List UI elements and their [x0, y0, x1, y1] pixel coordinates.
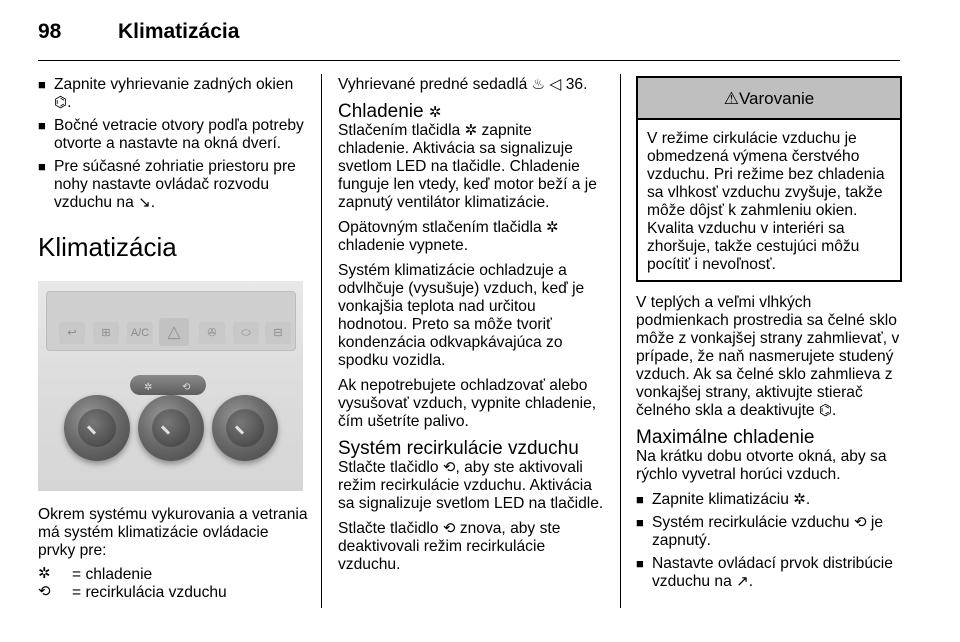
ac-recirc-buttons: [130, 375, 206, 395]
paragraph: Ak nepotrebujete ochladzovať alebo vysušovať vzduch, vypnite chladenie, čím ušetríte palivo.: [338, 377, 597, 430]
page-reference: ◁ 36.: [549, 76, 588, 93]
snowflake-icon: ✲: [428, 104, 442, 121]
list-item: ■ Nastavte ovládací prvok distribúcie vzduchu na ↗.: [636, 555, 902, 591]
snowflake-icon: ✲: [793, 491, 806, 508]
recirculation-icon: ⟲: [442, 520, 456, 537]
panel-button: ⬭: [233, 322, 259, 344]
definition-row: ✲ = chladenie: [38, 565, 153, 583]
column-3: [636, 76, 902, 596]
section-heading: Klimatizácia: [38, 232, 177, 262]
rear-defrost-icon: ⌬: [54, 94, 68, 111]
warning-box: [636, 76, 902, 282]
list-item: ■ Zapnite klimatizáciu ✲.: [636, 491, 902, 509]
list-item: ■ Zapnite vyhrievanie zadných okien ⌬.: [38, 76, 308, 112]
column-divider-1: [321, 74, 322, 608]
page-header: [38, 20, 900, 60]
intro-line: Vyhrievané predné sedadlá ♨ ◁ 36.: [338, 76, 588, 93]
paragraph: Stlačením tlačidla ✲ zapnite chladenie. Aktivácia sa signalizuje svetlom LED na tlačidle. Chladenie funguje len vtedy, keď motor beží a je zapnutý ventilátor klimatizácie.: [338, 122, 597, 211]
paragraph: Na krátku dobu otvorte okná, aby sa rýchlo vyvetral horúci vzduch.: [636, 448, 887, 483]
snowflake-icon: ✲: [546, 219, 559, 236]
hazard-icon: △: [159, 318, 189, 346]
column-divider-2: [620, 74, 621, 608]
definition-row: ⟲ = recirkulácia vzduchu: [38, 583, 227, 601]
recirculation-icon: ⟲: [38, 583, 51, 600]
page-title: Klimatizácia: [118, 20, 240, 43]
recirculation-icon: ⟲: [182, 382, 191, 393]
button-panel: [46, 291, 296, 351]
heading-recirculation: Systém recirkulácie vzduchu: [338, 438, 579, 459]
column-1: [38, 76, 308, 602]
paragraph: Systém klimatizácie ochladzuje a odvlhčuje (vysušuje) vzduch, keď je vonkajšia teplota nad určitou hodnotou. Preto sa môže tvoriť kondenzácia odkvapkávajúca zo spodku vozidla.: [338, 262, 585, 369]
climate-control-photo: [38, 281, 303, 491]
list-item: ■ Systém recirkulácie vzduchu ⟲ je zapnutý.: [636, 514, 902, 550]
snowflake-icon: ✲: [38, 565, 51, 582]
air-distribution-icon: ↘: [138, 194, 151, 211]
temperature-knob: [64, 395, 130, 461]
air-distribution-icon: ↗: [736, 573, 749, 590]
panel-button: A/C: [127, 322, 153, 344]
distribution-knob: [212, 395, 278, 461]
snowflake-icon: ✲: [464, 122, 478, 139]
panel-button: ⊟: [265, 322, 291, 344]
bullet-list-2: [636, 491, 902, 591]
list-item: ■ Pre súčasné zohriatie priestoru pre nohy nastavte ovládač rozvodu vzduchu na ↘.: [38, 158, 308, 212]
paragraph: Stlačte tlačidlo ⟲, aby ste aktivovali režim recirkulácie vzduchu. Aktivácia sa signalizuje svetlom LED na tlačidle.: [338, 459, 604, 512]
symbol-definitions: [38, 566, 308, 602]
panel-button: ↩: [59, 322, 85, 344]
heading-cooling: Chladenie ✲: [338, 101, 442, 122]
panel-button: ⊞: [93, 322, 119, 344]
page-number: 98: [38, 20, 62, 43]
knob-indicator: [235, 425, 244, 434]
recirculation-icon: ⟲: [853, 514, 867, 531]
paragraph: Opätovným stlačením tlačidla ✲ chladenie vypnete.: [338, 219, 559, 254]
header-divider: [38, 60, 900, 61]
snowflake-icon: ✲: [144, 382, 153, 393]
recirculation-icon: ⟲: [442, 459, 456, 476]
knob-indicator: [87, 425, 96, 434]
heading-max-cooling: Maximálne chladenie: [636, 427, 815, 448]
column-2: [338, 76, 606, 581]
paragraph: V teplých a veľmi vlhkých podmienkach prostredia sa čelné sklo môže z vonkajšej strany zahmlievať, v prípade, že naň nasmerujete studený vzduch. Ak sa čelné sklo zahmlieva z vonkajšej strany, aktivujte stierač čelného skla a deaktivujte ⌬.: [636, 294, 900, 419]
knob-indicator: [161, 425, 170, 434]
heated-seat-icon: ♨: [531, 76, 546, 93]
fan-knob: [138, 395, 204, 461]
bullet-list-1: [38, 76, 308, 212]
warning-title: ⚠Varovanie: [638, 78, 900, 120]
caption-text: Okrem systému vykurovania a vetrania má systém klimatizácie ovládacie prvky pre:: [38, 506, 308, 559]
list-item: ■ Bočné vetracie otvory podľa potreby otvorte a nastavte na okná dverí.: [38, 117, 308, 153]
paragraph: Stlačte tlačidlo ⟲ znova, aby ste deaktivovali režim recirkulácie vzduchu.: [338, 520, 561, 573]
windscreen-defrost-icon: ⌬: [818, 402, 833, 419]
warning-text: V režime cirkulácie vzduchu je obmedzená výmena čerstvého vzduchu. Pri režime bez chladenia sa vlhkosť vzduchu zvyšuje, takže môže dôjsť k zahmleniu okien. Kvalita vzduchu v interiéri sa zhoršuje, takže cestujúci môžu pocítiť i nevoľnosť.: [647, 130, 885, 273]
panel-button: ✇: [199, 322, 225, 344]
